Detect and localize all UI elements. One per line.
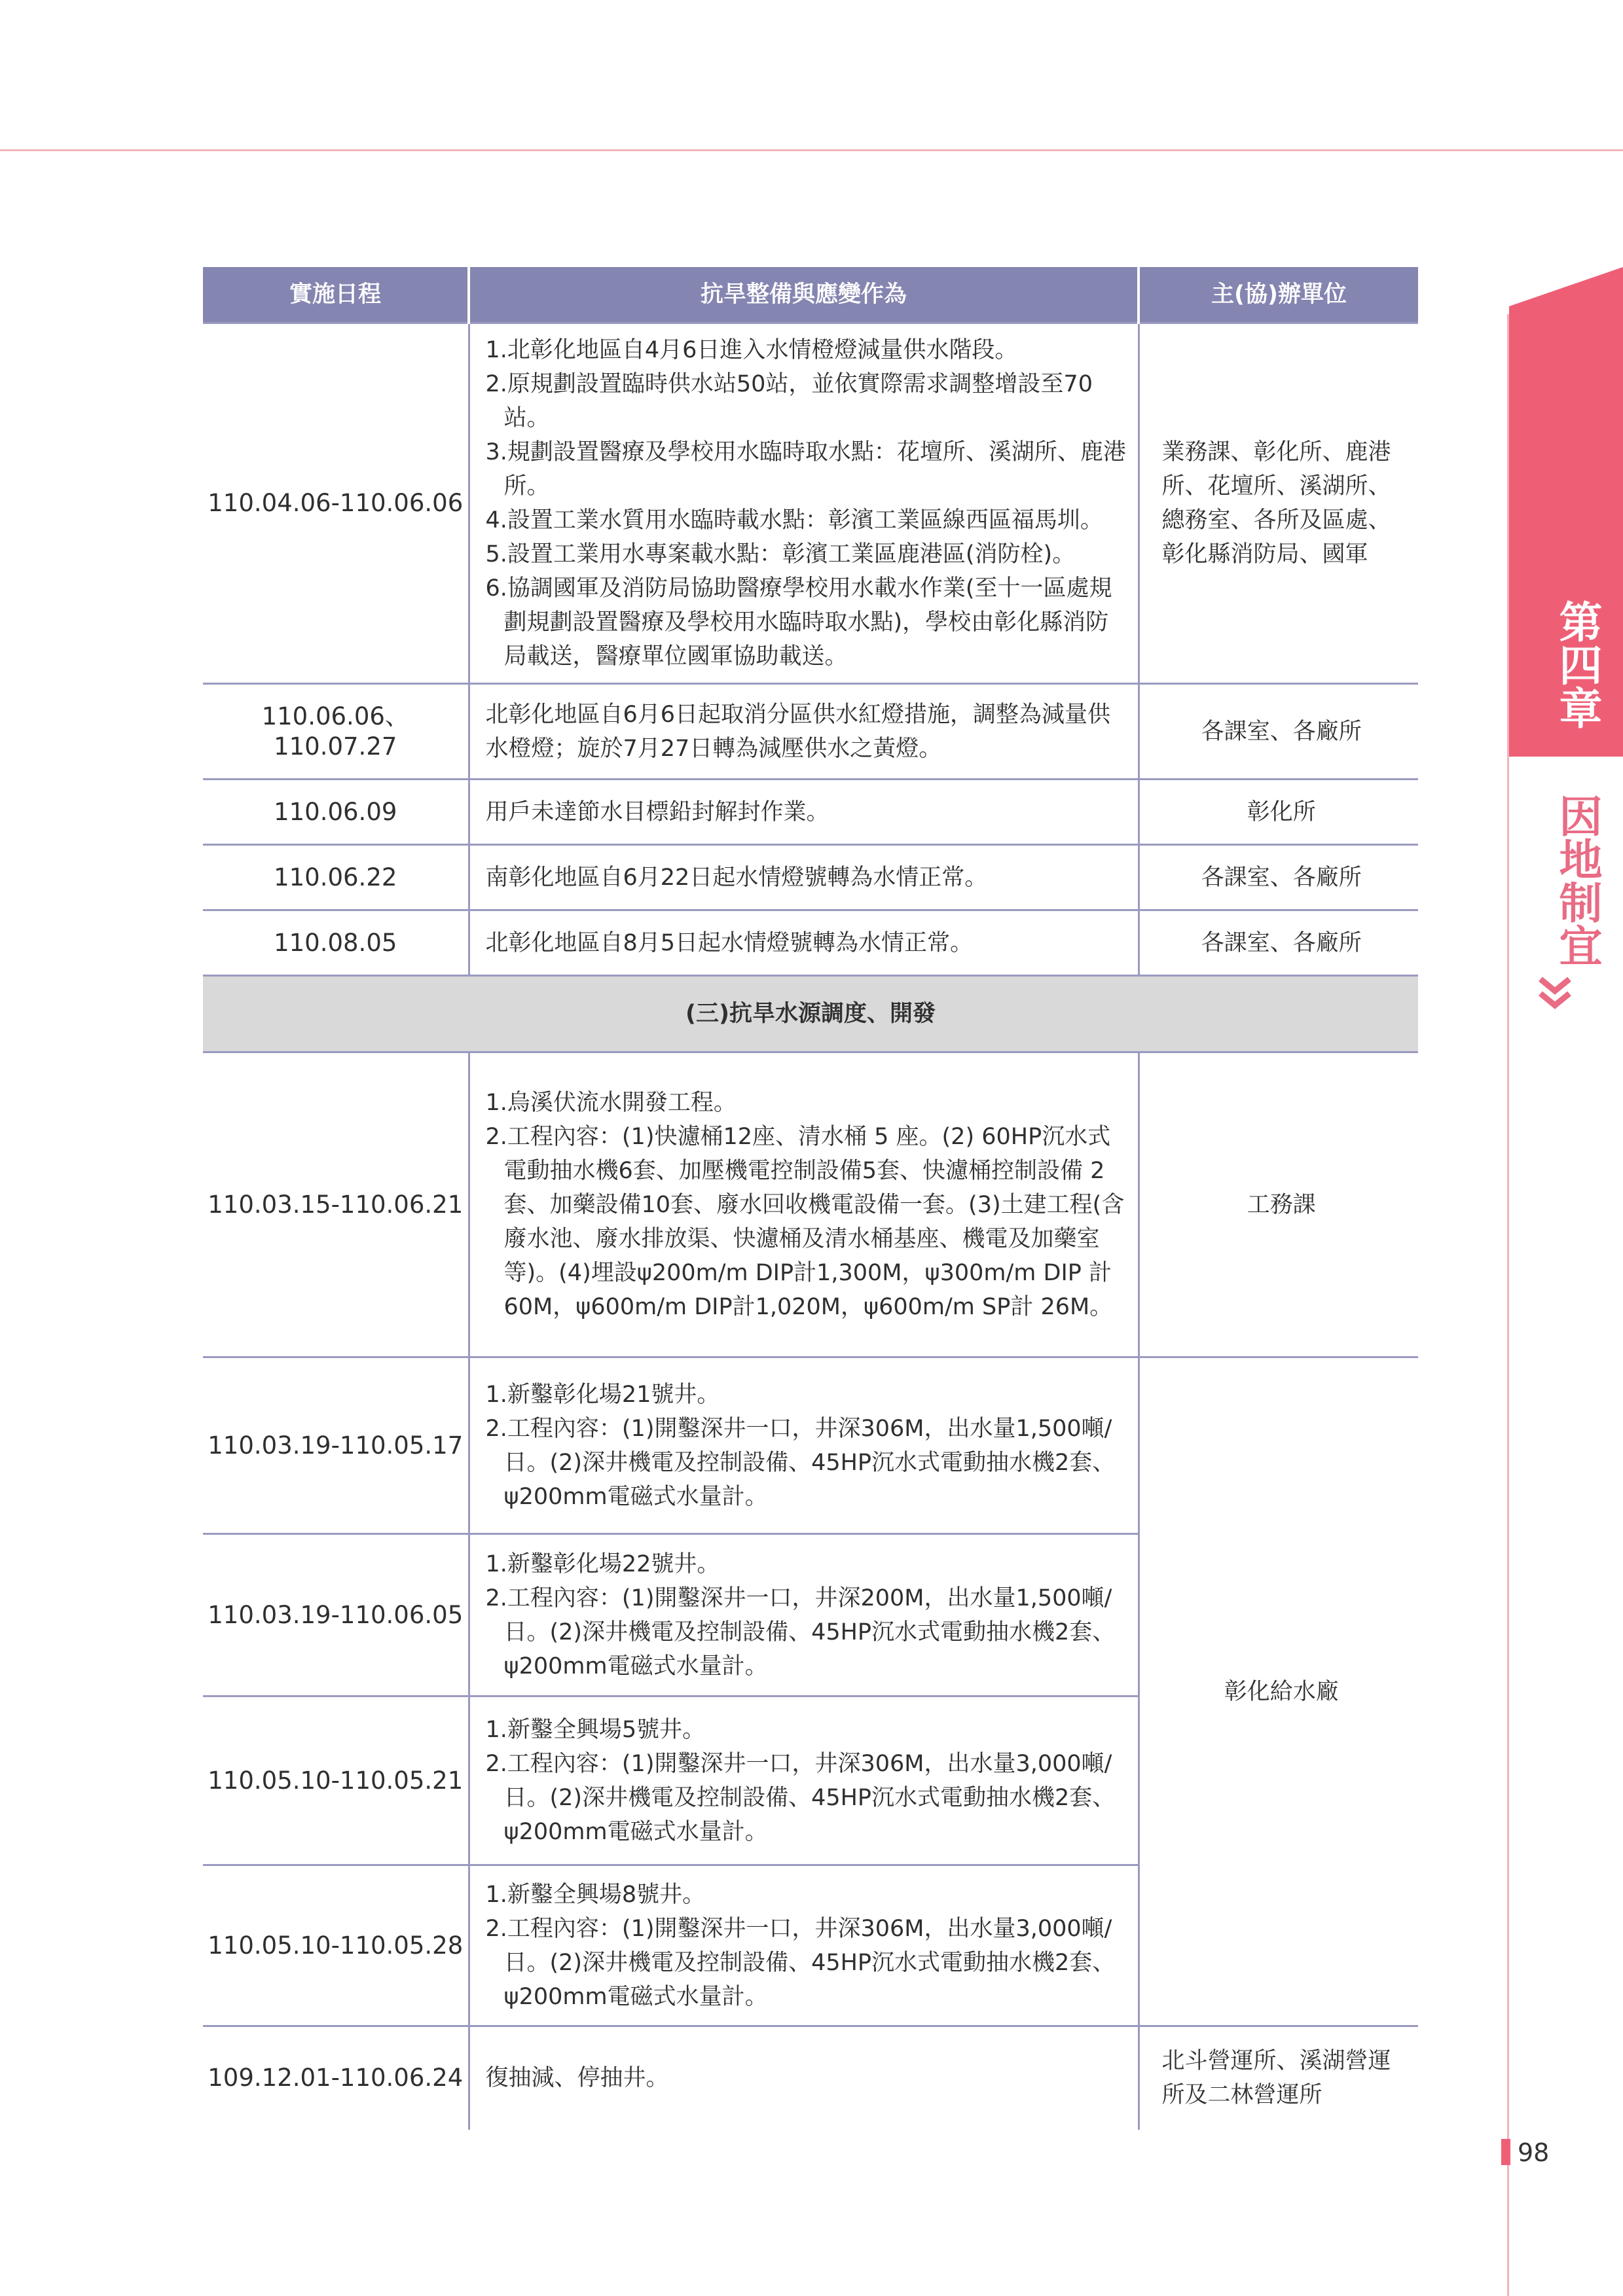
row-date: 110.06.09 [203, 780, 469, 845]
table-row [203, 323, 1418, 684]
table-row [203, 845, 1418, 910]
page-number-marker [1501, 2139, 1510, 2165]
double-chevron-down-icon [1535, 975, 1575, 1012]
row-unit: 各課室、各廠所 [1139, 684, 1418, 780]
row-action [469, 1052, 1139, 1357]
header-schedule: 實施日程 [203, 267, 469, 323]
row-action: 復抽減、停抽井。 [469, 2026, 1139, 2130]
action-item: 1.北彰化地區自4月6日進入水情橙燈減量供水階段。 [485, 337, 1018, 363]
header-actions: 抗旱整備與應變作為 [469, 267, 1139, 323]
row-date-line: 110.07.27 [274, 732, 397, 761]
action-item: 2.工程內容：(1)開鑿深井一口，井深306M，出水量3,000噸/日。(2)深井機電及控制設備、45HP沉水式電動抽水機2套、ψ200mm電磁式水量計。 [485, 1750, 1116, 1845]
row-unit: 工務課 [1139, 1052, 1418, 1357]
action-item: 4.設置工業水質用水臨時載水點：彰濱工業區線西區福馬圳。 [485, 507, 1103, 533]
chapter-label: 第四章 [1552, 600, 1603, 729]
action-item: 2.原規劃設置臨時供水站50站，並依實際需求調整增設至70站。 [485, 371, 1093, 431]
drought-response-table [203, 267, 1418, 2130]
action-item: 1.新鑿彰化場22號井。 [485, 1551, 720, 1577]
chapter-section-title: 因地制宜 [1552, 794, 1603, 967]
row-action: 北彰化地區自8月5日起水情燈號轉為水情正常。 [469, 910, 1139, 976]
table-row [203, 910, 1418, 976]
row-unit: 各課室、各廠所 [1139, 845, 1418, 910]
section-heading-row [203, 976, 1418, 1052]
action-item: 2.工程內容：(1)開鑿深井一口，井深200M，出水量1,500噸/日。(2)深井機電及控制設備、45HP沉水式電動抽水機2套、ψ200mm電磁式水量計。 [485, 1585, 1116, 1679]
row-unit: 彰化所 [1139, 780, 1418, 845]
row-date: 109.12.01-110.06.24 [203, 2026, 469, 2130]
table-header-row [203, 267, 1418, 323]
row-action [469, 1534, 1139, 1696]
row-unit: 各課室、各廠所 [1139, 910, 1418, 976]
row-unit: 北斗營運所、溪湖營運所及二林營運所 [1139, 2026, 1418, 2130]
table-row [203, 684, 1418, 780]
table-row [203, 780, 1418, 845]
row-date: 110.03.15-110.06.21 [203, 1052, 469, 1357]
action-item: 1.新鑿全興場5號井。 [485, 1716, 706, 1743]
row-date: 110.05.10-110.05.28 [203, 1865, 469, 2026]
row-date: 110.06.22 [203, 845, 469, 910]
row-date-line: 110.06.06、 [261, 702, 409, 730]
action-item: 2.工程內容：(1)快濾桶12座、清水桶 5 座。(2) 60HP沉水式電動抽水機6套、加壓機電控制設備5套、快濾桶控制設備 2 套、加藥設備10套、廢水回收機電設備一套。(3)土建工程(含廢水池、廢水排放渠、快濾桶及清水桶基座、機電及加藥室等)。(4)埋設ψ200m/m DIP計1,300M，ψ300m/m DIP 計60M，ψ600m/m DIP計1,020M，ψ600m/m SP計 26M。 [485, 1123, 1125, 1320]
row-action: 北彰化地區自6月6日起取消分區供水紅燈措施，調整為減量供水橙燈；旋於7月27日轉為減壓供水之黃燈。 [469, 684, 1139, 780]
action-item: 2.工程內容：(1)開鑿深井一口，井深306M，出水量3,000噸/日。(2)深井機電及控制設備、45HP沉水式電動抽水機2套、ψ200mm電磁式水量計。 [485, 1915, 1116, 2010]
action-item: 1.新鑿彰化場21號井。 [485, 1381, 720, 1408]
row-action [469, 323, 1139, 684]
row-date: 110.03.19-110.06.05 [203, 1534, 469, 1696]
row-action: 用戶未達節水目標鉛封解封作業。 [469, 780, 1139, 845]
action-item: 6.協調國軍及消防局協助醫療學校用水載水作業(至十一區處規劃規劃設置醫療及學校用水臨時取水點)，學校由彰化縣消防局載送，醫療單位國軍協助載送。 [485, 575, 1112, 670]
row-date: 110.03.19-110.05.17 [203, 1357, 469, 1534]
row-action [469, 1865, 1139, 2026]
action-item: 3.規劃設置醫療及學校用水臨時取水點：花壇所、溪湖所、鹿港所。 [485, 439, 1126, 499]
row-action [469, 1357, 1139, 1534]
action-item: 1.新鑿全興場8號井。 [485, 1881, 706, 1908]
row-action: 南彰化地區自6月22日起水情燈號轉為水情正常。 [469, 845, 1139, 910]
row-unit: 業務課、彰化所、鹿港所、花壇所、溪湖所、總務室、各所及區處、彰化縣消防局、國軍 [1139, 323, 1418, 684]
row-date: 110.05.10-110.05.21 [203, 1696, 469, 1865]
action-item: 2.工程內容：(1)開鑿深井一口，井深306M，出水量1,500噸/日。(2)深井機電及控制設備、45HP沉水式電動抽水機2套、ψ200mm電磁式水量計。 [485, 1415, 1116, 1510]
row-date: 110.08.05 [203, 910, 469, 976]
row-date: 110.04.06-110.06.06 [203, 323, 469, 684]
action-item: 1.烏溪伏流水開發工程。 [485, 1089, 737, 1116]
section-heading: (三)抗旱水源調度、開發 [203, 976, 1418, 1052]
row-unit: 彰化給水廠 [1139, 1357, 1418, 2026]
table-row [203, 1357, 1418, 1534]
table-row [203, 2026, 1418, 2130]
row-action [469, 1696, 1139, 1865]
top-divider [0, 149, 1623, 151]
page-number: 98 [1518, 2138, 1550, 2167]
action-item: 5.設置工業用水專案載水點：彰濱工業區鹿港區(消防栓)。 [485, 541, 1076, 567]
table-row [203, 1052, 1418, 1357]
row-date [203, 684, 469, 780]
header-unit: 主(協)辦單位 [1139, 267, 1418, 323]
